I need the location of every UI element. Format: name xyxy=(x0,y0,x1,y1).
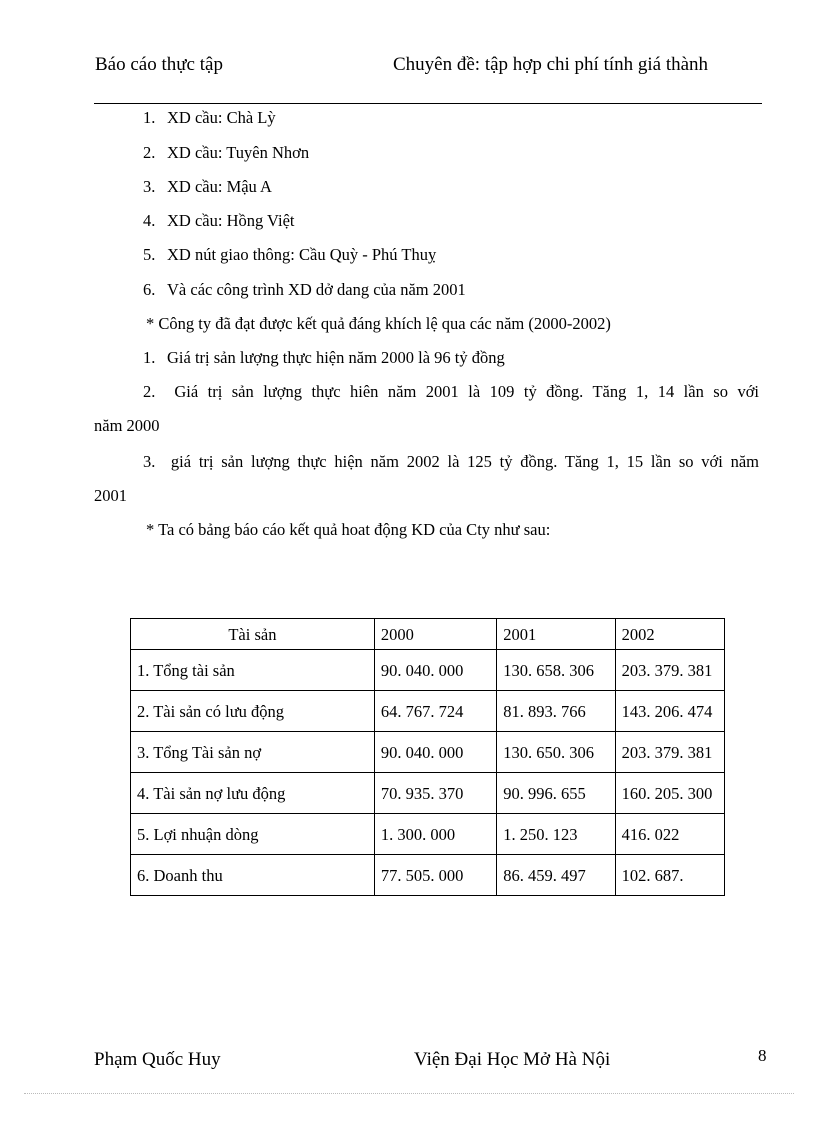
list-number: 2. xyxy=(143,143,156,162)
table-cell: 1. 300. 000 xyxy=(374,814,496,855)
column-header: 2002 xyxy=(615,619,724,650)
table-cell: 6. Doanh thu xyxy=(131,855,375,896)
result-continuation: 2001 xyxy=(94,486,127,505)
table-row xyxy=(131,814,725,855)
footer-institution: Viện Đại Học Mở Hà Nội xyxy=(414,1049,611,1070)
list-number: 3. xyxy=(143,177,156,196)
table-cell: 130. 650. 306 xyxy=(497,732,615,773)
achievement-intro: * Công ty đã đạt được kết quả đáng khích lệ qua các năm (2000-2002) xyxy=(146,314,611,333)
list-text: XD cầu: Hồng Việt xyxy=(167,211,295,230)
table-cell: 81. 893. 766 xyxy=(497,691,615,732)
result-text: Giá trị sản lượng thực hiện năm 2000 là 96 tỷ đồng xyxy=(167,348,505,367)
result-text: Giá trị sản lượng thực hiên năm 2001 là 109 tỷ đồng. Tăng 1, 14 lần so với xyxy=(174,382,760,401)
list-text: Và các công trình XD dở dang của năm 2001 xyxy=(167,280,466,299)
list-item xyxy=(143,108,276,128)
list-number: 1. xyxy=(143,108,156,127)
column-header: 2000 xyxy=(374,619,496,650)
page-number: 8 xyxy=(758,1046,767,1065)
column-header: Tài sản xyxy=(131,619,375,650)
table-header-row xyxy=(131,619,725,650)
list-item xyxy=(143,245,436,265)
list-number: 5. xyxy=(143,245,156,264)
list-item xyxy=(143,211,294,231)
table-row xyxy=(131,650,725,691)
table-cell: 2. Tài sản có lưu động xyxy=(131,691,375,732)
list-text: XD nút giao thông: Cầu Quỳ - Phú Thuỵ xyxy=(167,245,437,264)
table-cell: 102. 687. xyxy=(615,855,724,896)
result-item xyxy=(143,348,505,368)
list-text: XD cầu: Mậu A xyxy=(167,177,272,196)
footer-author: Phạm Quốc Huy xyxy=(94,1049,221,1070)
table-cell: 160. 205. 300 xyxy=(615,773,724,814)
table-cell: 70. 935. 370 xyxy=(374,773,496,814)
table-cell: 90. 040. 000 xyxy=(374,650,496,691)
list-number: 2. xyxy=(143,382,156,401)
table-cell: 86. 459. 497 xyxy=(497,855,615,896)
table-cell: 5. Lợi nhuận dòng xyxy=(131,814,375,855)
result-text: giá trị sản lượng thực hiện năm 2002 là 125 tỷ đồng. Tăng 1, 15 lần so với năm xyxy=(170,452,759,471)
list-item xyxy=(143,177,272,197)
table-cell: 1. 250. 123 xyxy=(497,814,615,855)
result-item xyxy=(143,452,759,472)
table-cell: 3. Tổng Tài sản nợ xyxy=(131,732,375,773)
table-cell: 90. 996. 655 xyxy=(497,773,615,814)
list-item xyxy=(143,280,466,300)
list-number: 6. xyxy=(143,280,156,299)
result-continuation: năm 2000 xyxy=(94,416,160,435)
page-bottom-edge xyxy=(24,1093,794,1094)
table-intro: * Ta có bảng báo cáo kết quả hoat động KD của Cty như sau: xyxy=(146,520,551,539)
table-row xyxy=(131,773,725,814)
column-header: 2001 xyxy=(497,619,615,650)
table-cell: 416. 022 xyxy=(615,814,724,855)
list-text: XD cầu: Chà Lỳ xyxy=(167,108,276,127)
business-results-table xyxy=(130,618,725,896)
table-cell: 90. 040. 000 xyxy=(374,732,496,773)
list-text: XD cầu: Tuyên Nhơn xyxy=(167,143,310,162)
table-cell: 4. Tài sản nợ lưu động xyxy=(131,773,375,814)
table-cell: 1. Tổng tài sản xyxy=(131,650,375,691)
table-cell: 130. 658. 306 xyxy=(497,650,615,691)
header-report-title: Báo cáo thực tập xyxy=(95,54,223,75)
table-row xyxy=(131,855,725,896)
header-topic: Chuyên đề: tập hợp chi phí tính giá thành xyxy=(393,54,709,75)
table-cell: 203. 379. 381 xyxy=(615,732,724,773)
header-divider xyxy=(94,103,762,104)
table-row xyxy=(131,732,725,773)
list-number: 3. xyxy=(143,452,156,471)
table-cell: 203. 379. 381 xyxy=(615,650,724,691)
table-cell: 64. 767. 724 xyxy=(374,691,496,732)
table-row xyxy=(131,691,725,732)
list-number: 1. xyxy=(143,348,156,367)
table-cell: 143. 206. 474 xyxy=(615,691,724,732)
table-cell: 77. 505. 000 xyxy=(374,855,496,896)
list-item xyxy=(143,143,309,163)
list-number: 4. xyxy=(143,211,156,230)
result-item xyxy=(143,382,759,402)
